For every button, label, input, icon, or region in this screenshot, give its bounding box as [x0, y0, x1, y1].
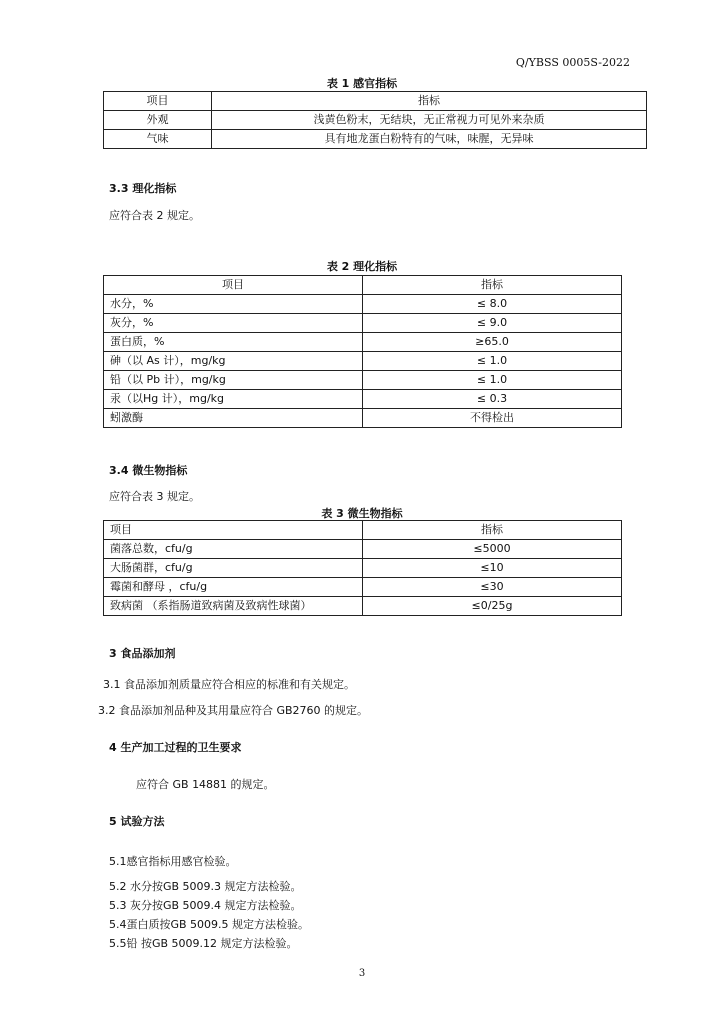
table-cell: 水分，%: [104, 295, 363, 314]
table-cell: 砷（以 As 计），mg/kg: [104, 352, 363, 371]
table3: [103, 520, 622, 616]
table-cell: ≤10: [363, 559, 622, 578]
section-3-3-body: 应符合表 2 规定。: [109, 209, 200, 222]
table1-caption: 表 1 感官指标: [326, 77, 398, 90]
document-code: Q/YBSS 0005S-2022: [515, 56, 630, 69]
table3-caption: 表 3 微生物指标: [321, 507, 403, 520]
table-cell: 不得检出: [363, 409, 622, 428]
table-header-cell: 项目: [104, 276, 363, 295]
table-cell: 灰分，%: [104, 314, 363, 333]
table-row: [104, 111, 647, 130]
table-cell: ≤30: [363, 578, 622, 597]
table-header-cell: 指标: [212, 92, 647, 111]
table-cell: 汞（以Hg 计），mg/kg: [104, 390, 363, 409]
table2: [103, 275, 622, 428]
section-5-item-4: 5.4蛋白质按GB 5009.5 规定方法检验。: [109, 918, 310, 931]
section-3-heading: 3 食品添加剂: [109, 647, 176, 660]
section-5-heading: 5 试验方法: [109, 815, 165, 828]
table-header-cell: 指标: [363, 521, 622, 540]
section-3-4-body: 应符合表 3 规定。: [109, 490, 200, 503]
table-header-cell: 指标: [363, 276, 622, 295]
table-cell: 气味: [104, 130, 212, 149]
table-cell: ≤ 8.0: [363, 295, 622, 314]
table-cell: 蛋白质，%: [104, 333, 363, 352]
table-row: [104, 130, 647, 149]
section-5-item-1: 5.1感官指标用感官检验。: [109, 855, 237, 868]
table-row: [104, 352, 622, 371]
table-row: [104, 314, 622, 333]
table-cell: 菌落总数，cfu/g: [104, 540, 363, 559]
table-row: [104, 409, 622, 428]
table-cell: ≤ 9.0: [363, 314, 622, 333]
table-row: [104, 295, 622, 314]
table-header-row: [104, 521, 622, 540]
table-row: [104, 559, 622, 578]
table-cell: ≤ 1.0: [363, 371, 622, 390]
table-header-cell: 项目: [104, 92, 212, 111]
table-header-row: [104, 276, 622, 295]
section-4-body: 应符合 GB 14881 的规定。: [136, 778, 275, 791]
table-cell: 致病菌 （系指肠道致病菌及致病性球菌）: [104, 597, 363, 616]
section-3-3-heading: 3.3 理化指标: [109, 182, 177, 195]
section-3-item-2: 3.2 食品添加剂品种及其用量应符合 GB2760 的规定。: [98, 704, 369, 717]
table-row: [104, 540, 622, 559]
table-cell: ≤ 1.0: [363, 352, 622, 371]
section-5-item-2: 5.2 水分按GB 5009.3 规定方法检验。: [109, 880, 302, 893]
table-cell: 霉菌和酵母 ，cfu/g: [104, 578, 363, 597]
table-cell: 大肠菌群，cfu/g: [104, 559, 363, 578]
table-cell: 铅（以 Pb 计），mg/kg: [104, 371, 363, 390]
page-number: 3: [358, 968, 366, 979]
table-cell: ≤5000: [363, 540, 622, 559]
table-cell: 外观: [104, 111, 212, 130]
table-header-cell: 项目: [104, 521, 363, 540]
table-cell: ≥65.0: [363, 333, 622, 352]
table2-caption: 表 2 理化指标: [326, 260, 398, 273]
section-5-item-5: 5.5铅 按GB 5009.12 规定方法检验。: [109, 937, 298, 950]
section-3-item-1: 3.1 食品添加剂质量应符合相应的标准和有关规定。: [103, 678, 355, 691]
section-3-4-heading: 3.4 微生物指标: [109, 464, 188, 477]
table1: [103, 91, 647, 149]
table-row: [104, 333, 622, 352]
table-row: [104, 597, 622, 616]
table-cell: ≤0/25g: [363, 597, 622, 616]
table-cell: 具有地龙蛋白粉特有的气味，味腥，无异味: [212, 130, 647, 149]
section-4-heading: 4 生产加工过程的卫生要求: [109, 741, 242, 754]
table-cell: 浅黄色粉末，无结块，无正常视力可见外来杂质: [212, 111, 647, 130]
table-cell: 蚓激酶: [104, 409, 363, 428]
section-5-item-3: 5.3 灰分按GB 5009.4 规定方法检验。: [109, 899, 302, 912]
table-row: [104, 371, 622, 390]
table-cell: ≤ 0.3: [363, 390, 622, 409]
table-row: [104, 578, 622, 597]
table-row: [104, 390, 622, 409]
table-header-row: [104, 92, 647, 111]
